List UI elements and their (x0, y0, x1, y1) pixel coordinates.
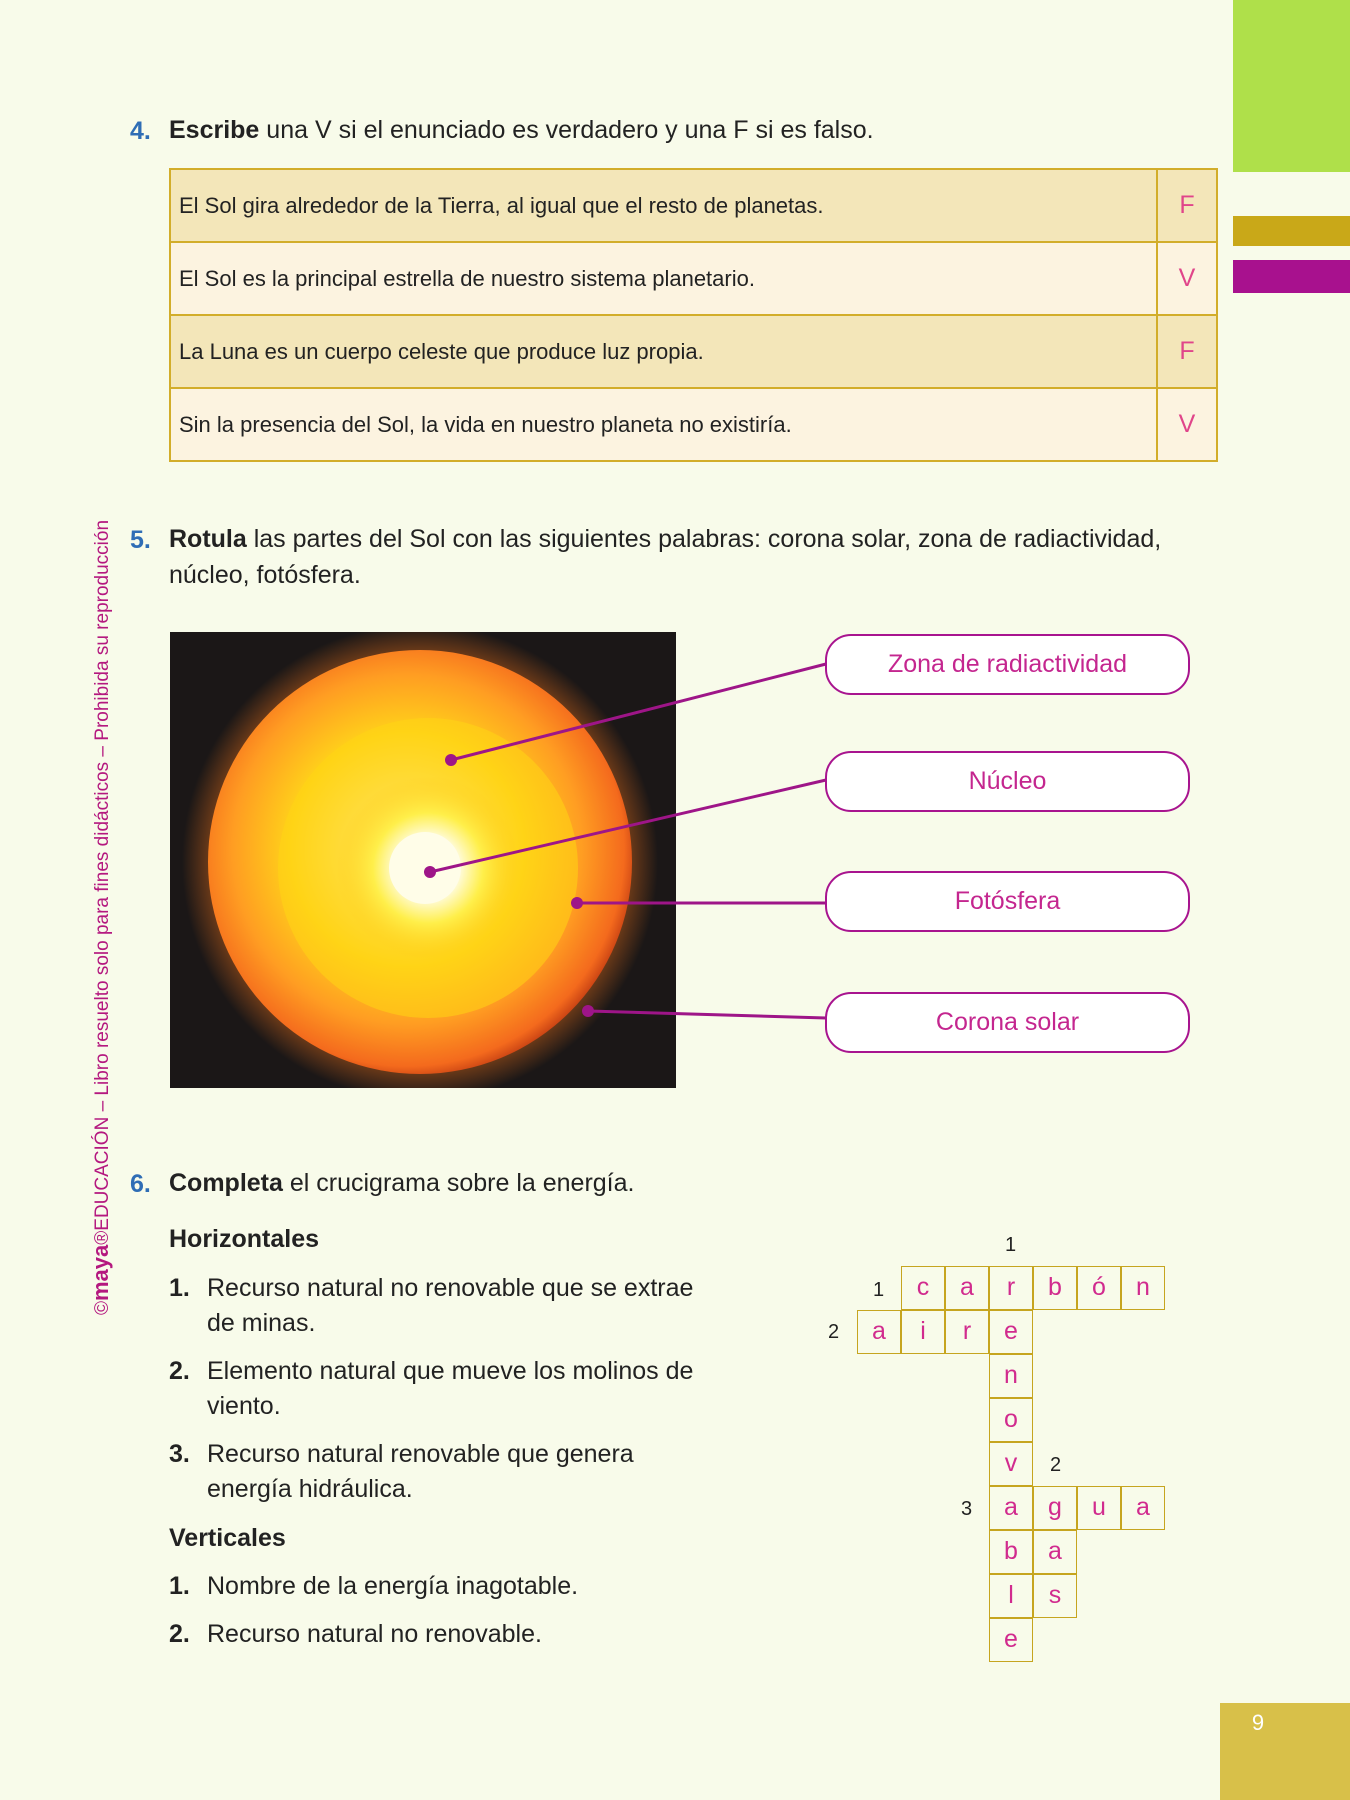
crossword-number-h1: 1 (873, 1279, 885, 1301)
clue-number: 3. (169, 1440, 190, 1468)
statement-cell: El Sol gira alrededor de la Tierra, al igual que el resto de planetas. (170, 169, 1157, 242)
crossword-cell[interactable]: a (945, 1266, 989, 1310)
label-fotosfera[interactable]: Fotósfera (825, 871, 1190, 932)
crossword-cell[interactable]: r (989, 1266, 1033, 1310)
crossword-cell[interactable]: ó (1077, 1266, 1121, 1310)
crossword-cell[interactable]: a (989, 1486, 1033, 1530)
crossword-cell[interactable]: u (1077, 1486, 1121, 1530)
crossword-cell[interactable]: c (901, 1266, 945, 1310)
question-5-verb: Rotula (169, 525, 247, 553)
label-zona-de-radiactividad[interactable]: Zona de radiactividad (825, 634, 1190, 695)
crossword-cell[interactable]: g (1033, 1486, 1077, 1530)
copyright-text: ®EDUCACIÓN – Libro resuelto solo para fines didácticos – Prohibida su reproducción (92, 519, 113, 1245)
answer-cell[interactable]: F (1157, 169, 1217, 242)
crossword-cell[interactable]: i (901, 1310, 945, 1354)
clue-number: 1. (169, 1274, 190, 1302)
copyright-prefix: © (92, 1301, 113, 1315)
clue-text-line2: de minas. (207, 1309, 316, 1337)
answer-cell[interactable]: V (1157, 388, 1217, 461)
label-nucleo[interactable]: Núcleo (825, 751, 1190, 812)
crossword-cell[interactable]: a (1033, 1530, 1077, 1574)
verticals-heading: Verticales (169, 1524, 286, 1552)
clue-number: 1. (169, 1572, 190, 1600)
clue-text-line1: Elemento natural que mueve los molinos de (207, 1357, 694, 1385)
crossword-cell[interactable]: o (989, 1398, 1033, 1442)
question-5-number: 5. (130, 526, 151, 554)
crossword-cell[interactable]: r (945, 1310, 989, 1354)
clue-text-line1: Recurso natural no renovable que se extrae (207, 1274, 694, 1302)
crossword-cell[interactable]: s (1033, 1574, 1077, 1618)
crossword-cell[interactable]: e (989, 1618, 1033, 1662)
label-corona-solar[interactable]: Corona solar (825, 992, 1190, 1053)
crossword-cell[interactable]: b (1033, 1266, 1077, 1310)
clue-text-line2: energía hidráulica. (207, 1475, 413, 1503)
question-4-text: una V si el enunciado es verdadero y una F si es falso. (259, 116, 874, 144)
question-6-number: 6. (130, 1170, 151, 1198)
brand-logo: maya (88, 1244, 113, 1301)
clue-text-line1: Recurso natural renovable que genera (207, 1440, 634, 1468)
horizontals-heading: Horizontales (169, 1225, 320, 1253)
clue-number: 2. (169, 1357, 190, 1385)
crossword-cell[interactable]: a (857, 1310, 901, 1354)
crossword-cell[interactable]: l (989, 1574, 1033, 1618)
statement-cell: Sin la presencia del Sol, la vida en nuestro planeta no existiría. (170, 388, 1157, 461)
clue-text-line2: viento. (207, 1392, 281, 1420)
question-4-verb: Escribe (169, 116, 260, 144)
crossword-cell[interactable]: e (989, 1310, 1033, 1354)
clue-text-line1: Recurso natural no renovable. (207, 1620, 542, 1648)
crossword-number-v1: 1 (1005, 1234, 1017, 1256)
question-5-text: las partes del Sol con las siguientes palabras: corona solar, zona de radiactividad, (246, 525, 1162, 553)
clue-number: 2. (169, 1620, 190, 1648)
statement-cell: El Sol es la principal estrella de nuestro sistema planetario. (170, 242, 1157, 315)
crossword-cell[interactable]: v (989, 1442, 1033, 1486)
crossword-cell[interactable]: b (989, 1530, 1033, 1574)
answer-cell[interactable]: V (1157, 242, 1217, 315)
crossword-cell[interactable]: n (1121, 1266, 1165, 1310)
answer-cell[interactable]: F (1157, 315, 1217, 388)
crossword-number-h2: 2 (828, 1321, 840, 1343)
question-6-verb: Completa (169, 1169, 283, 1197)
crossword-cell[interactable]: n (989, 1354, 1033, 1398)
crossword-number-v2: 2 (1050, 1454, 1062, 1476)
crossword-cell[interactable]: a (1121, 1486, 1165, 1530)
question-6-text: el crucigrama sobre la energía. (282, 1169, 635, 1197)
question-5-instruction-line2: núcleo, fotósfera. (169, 561, 361, 589)
crossword-number-h3: 3 (961, 1498, 973, 1520)
statement-cell: La Luna es un cuerpo celeste que produce luz propia. (170, 315, 1157, 388)
question-4-number: 4. (130, 117, 151, 145)
clue-text-line1: Nombre de la energía inagotable. (207, 1572, 579, 1600)
page-number: 9 (1251, 1710, 1265, 1735)
